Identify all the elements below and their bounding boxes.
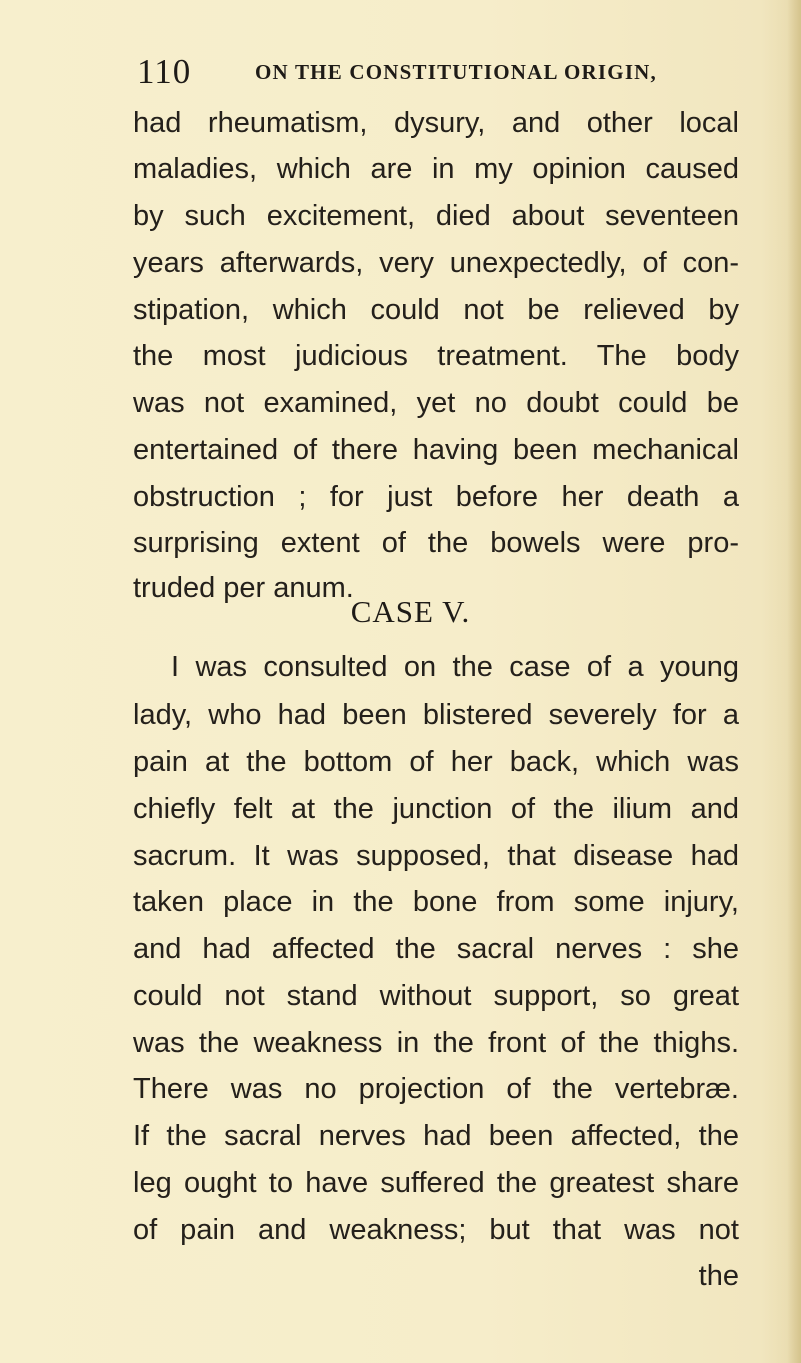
text-line: had rheumatism, dysury, and other local [133, 107, 739, 139]
text-line: leg ought to have suffered the greatest share [133, 1167, 739, 1199]
text-line: maladies, which are in my opinion caused [133, 153, 739, 185]
text-line: truded per anum. [133, 572, 354, 604]
catchword: the [698, 1260, 739, 1292]
text-line: There was no projection of the vertebræ. [133, 1073, 739, 1105]
text-line: could not stand without support, so great [133, 980, 739, 1012]
text-line: the most judicious treatment. The body [133, 340, 739, 372]
text-line: by such excitement, died about seventeen [133, 200, 739, 232]
case-heading: CASE V. [350, 594, 471, 629]
text-line: If the sacral nerves had been affected, the [133, 1120, 739, 1152]
text-line: of pain and weakness; but that was not [133, 1214, 739, 1246]
page-edge-shadow [787, 0, 801, 1363]
text-line: taken place in the bone from some injury, [133, 886, 739, 918]
text-line: chiefly felt at the junction of the ilium and [133, 793, 739, 825]
text-line: was not examined, yet no doubt could be [133, 387, 739, 419]
text-line: and had affected the sacral nerves : she [133, 933, 739, 965]
text-line: stipation, which could not be relieved by [133, 294, 739, 326]
running-head: ON THE CONSTITUTIONAL ORIGIN, [255, 60, 658, 84]
text-line: was the weakness in the front of the thighs. [133, 1027, 739, 1059]
page-header [137, 52, 697, 92]
text-line: lady, who had been blistered severely for a [133, 699, 739, 731]
text-line: sacrum. It was supposed, that disease had [133, 840, 739, 872]
text-line: pain at the bottom of her back, which was [133, 746, 739, 778]
text-line: obstruction ; for just before her death a [133, 481, 739, 513]
text-line: surprising extent of the bowels were pro- [133, 527, 739, 559]
text-line: entertained of there having been mechanical [133, 434, 739, 466]
page-number: 110 [137, 52, 192, 91]
text-line: I was consulted on the case of a young [171, 651, 739, 683]
text-line: years afterwards, very unexpectedly, of con- [133, 247, 739, 279]
